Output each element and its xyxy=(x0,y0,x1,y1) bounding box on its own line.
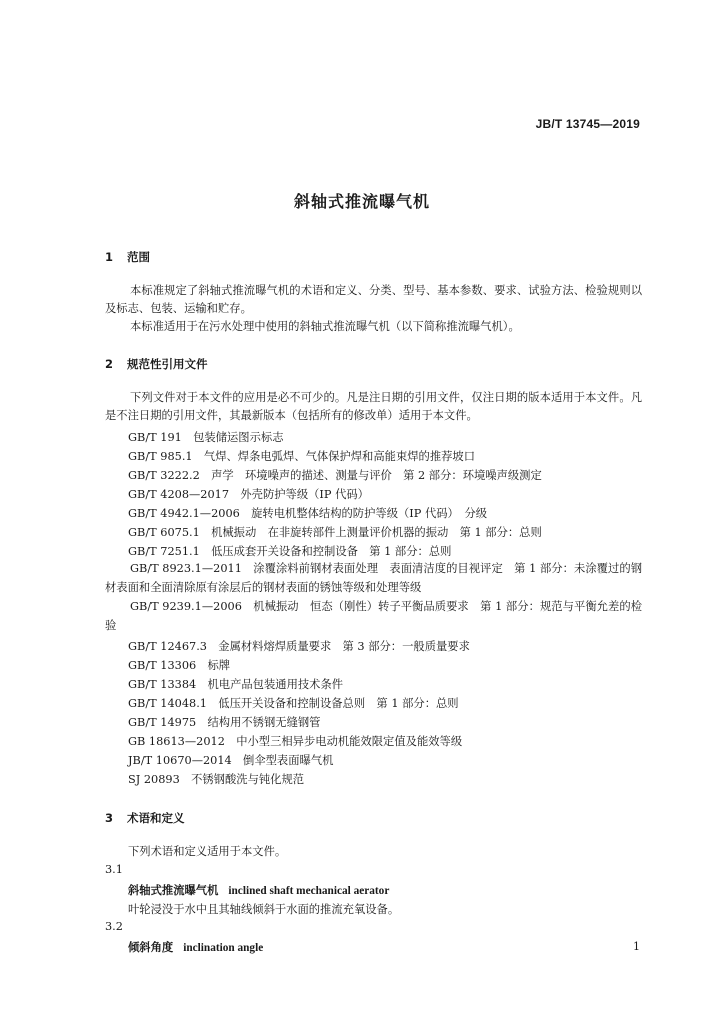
reference-item: JB/T 10670—2014 倒伞型表面曝气机 xyxy=(128,754,334,767)
reference-item: GB/T 9239.1—2006 机械振动 恒态（刚性）转子平衡品质要求 第 1 部分：规范与平衡允差的检验 xyxy=(105,600,642,632)
term-number: 3.1 xyxy=(105,863,123,876)
reference-item: GB/T 985.1 气焊、焊条电弧焊、气体保护焊和高能束焊的推荐坡口 xyxy=(128,450,476,463)
document-title: 斜轴式推流曝气机 xyxy=(293,192,430,211)
reference-item: GB/T 13384 机电产品包装通用技术条件 xyxy=(128,678,344,691)
term-english: inclined shaft mechanical aerator xyxy=(228,885,390,897)
section-3-heading xyxy=(105,810,185,826)
term-definition: 叶轮浸没于水中且其轴线倾斜于水面的推流充氧设备。 xyxy=(128,903,400,916)
terms-intro: 下列术语和定义适用于本文件。 xyxy=(128,845,287,858)
reference-item: GB/T 8923.1—2011 涂覆涂料前钢材表面处理 表面清洁度的目视评定 第 1 部分：未涂覆过的钢材表面和全面清除原有涂层后的钢材表面的锈蚀等级和处理等级 xyxy=(105,562,642,594)
section-title: 术语和定义 xyxy=(127,811,185,825)
standard-code: JB/T 13745—2019 xyxy=(535,117,640,131)
reference-item: GB/T 191 包装储运图示标志 xyxy=(128,431,284,444)
reference-item: GB/T 3222.2 声学 环境噪声的描述、测量与评价 第 2 部分：环境噪声级测定 xyxy=(128,469,542,482)
section-number: 1 xyxy=(105,250,114,264)
section-title: 范围 xyxy=(127,250,150,264)
term-heading xyxy=(128,882,389,898)
term-chinese: 倾斜角度 xyxy=(128,941,174,954)
term-heading xyxy=(128,939,263,955)
reference-item: GB/T 14048.1 低压开关设备和控制设备总则 第 1 部分：总则 xyxy=(128,697,459,710)
reference-item: GB/T 4942.1—2006 旋转电机整体结构的防护等级（IP 代码） 分级 xyxy=(128,507,488,520)
section-number: 3 xyxy=(105,811,114,825)
reference-item: GB/T 14975 结构用不锈钢无缝钢管 xyxy=(128,716,321,729)
reference-item: GB/T 13306 标牌 xyxy=(128,659,231,672)
reference-item: SJ 20893 不锈钢酸洗与钝化规范 xyxy=(128,773,305,786)
references-intro: 下列文件对于本文件的应用是必不可少的。凡是注日期的引用文件，仅注日期的版本适用于本文件。凡是不注日期的引用文件，其最新版本（包括所有的修改单）适用于本文件。 xyxy=(105,391,642,422)
term-number: 3.2 xyxy=(105,920,123,933)
section-title: 规范性引用文件 xyxy=(127,357,208,371)
section-1-heading xyxy=(105,249,150,265)
reference-item: GB/T 6075.1 机械振动 在非旋转部件上测量评价机器的振动 第 1 部分：总则 xyxy=(128,526,542,539)
scope-paragraph-2: 本标准适用于在污水处理中使用的斜轴式推流曝气机（以下简称推流曝气机）。 xyxy=(130,320,520,333)
reference-item: GB 18613—2012 中小型三相异步电动机能效限定值及能效等级 xyxy=(128,735,463,748)
term-chinese: 斜轴式推流曝气机 xyxy=(128,884,219,897)
section-number: 2 xyxy=(105,357,114,371)
section-2-heading xyxy=(105,356,208,372)
reference-item: GB/T 4208—2017 外壳防护等级（IP 代码） xyxy=(128,488,369,501)
reference-item: GB/T 7251.1 低压成套开关设备和控制设备 第 1 部分：总则 xyxy=(128,545,452,558)
scope-paragraph-1: 本标准规定了斜轴式推流曝气机的术语和定义、分类、型号、基本参数、要求、试验方法、检验规则以及标志、包装、运输和贮存。 xyxy=(105,284,642,315)
term-english: inclination angle xyxy=(183,942,264,954)
page-number: 1 xyxy=(633,940,640,953)
reference-item: GB/T 12467.3 金属材料熔焊质量要求 第 3 部分：一般质量要求 xyxy=(128,640,470,653)
